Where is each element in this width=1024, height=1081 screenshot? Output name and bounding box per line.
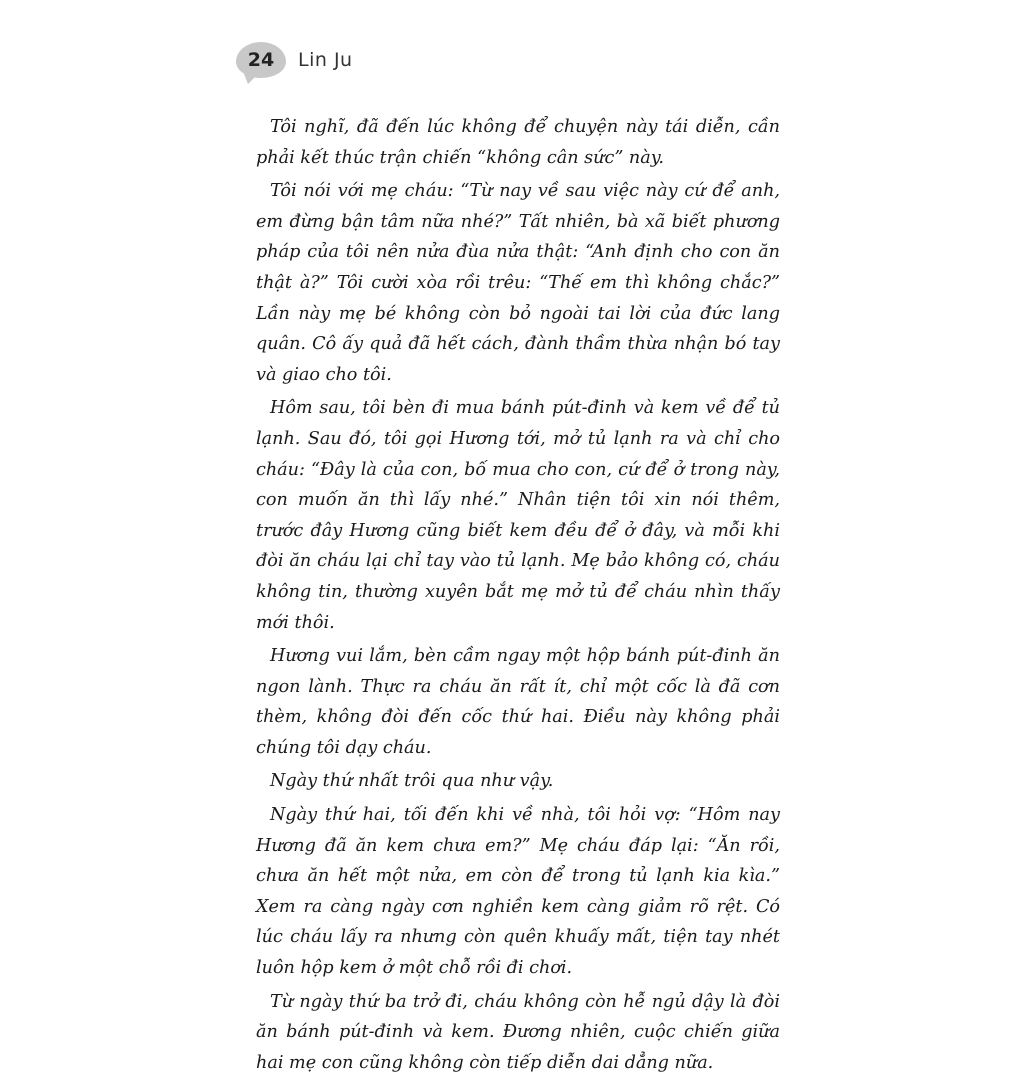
paragraph: Ngày thứ hai, tối đến khi về nhà, tôi hỏi vợ: “Hôm nay Hương đã ăn kem chưa em?” Mẹ cháu đáp lại: “Ăn rồi, chưa ăn hết một nửa, em còn để trong tủ lạnh kia kìa.” Xem ra càng ngày cơn nghiền kem càng giảm rõ rệt. Có lúc cháu lấy ra nhưng còn quên khuấy mất, tiện tay nhét luôn hộp kem ở một chỗ rồi đi chơi. bbox=[256, 805, 780, 979]
paragraph: Hôm sau, tôi bèn đi mua bánh pút-đinh và kem về để tủ lạnh. Sau đó, tôi gọi Hương tới, mở tủ lạnh ra và chỉ cho cháu: “Đây là của con, bố mua cho con, cứ để ở trong này, con muốn ăn thì lấy nhé.” Nhân tiện tôi xin nói thêm, trước đây Hương cũng biết kem đều để ở đây, và mỗi khi đòi ăn cháu lại chỉ tay vào tủ lạnh. Mẹ bảo không có, cháu không tin, thường xuyên bắt mẹ mở tủ để cháu nhìn thấy mới thôi. bbox=[256, 398, 780, 633]
body-text bbox=[256, 112, 780, 1081]
paragraph: Hương vui lắm, bèn cầm ngay một hộp bánh pút-đinh ăn ngon lành. Thực ra cháu ăn rất ít, chỉ một cốc là đã cơn thèm, không đòi đến cốc thứ hai. Điều này không phải chúng tôi dạy cháu. bbox=[256, 646, 780, 758]
paragraph: Tôi nghĩ, đã đến lúc không để chuyện này tái diễn, cần phải kết thúc trận chiến “không cân sức” này. bbox=[256, 117, 780, 168]
page-number-badge bbox=[236, 42, 286, 78]
paragraph: Từ ngày thứ ba trở đi, cháu không còn hễ ngủ dậy là đòi ăn bánh pút-đinh và kem. Đương nhiên, cuộc chiến giữa hai mẹ con cũng không còn tiếp diễn dai dẳng nữa. bbox=[256, 991, 780, 1073]
page-header bbox=[236, 40, 353, 80]
paragraph: Tôi nói với mẹ cháu: “Từ nay về sau việc này cứ để anh, em đừng bận tâm nữa nhé?” Tất nhiên, bà xã biết phương pháp của tôi nên nửa đùa nửa thật: “Anh định cho con ăn thật à?” Tôi cười xòa rồi trêu: “Thế em thì không chắc?” Lần này mẹ bé không còn bỏ ngoài tai lời của đức lang quân. Cô ấy quả đã hết cách, đành thầm thừa nhận bó tay và giao cho tôi. bbox=[256, 181, 780, 385]
author-name: Lin Ju bbox=[298, 49, 353, 71]
paragraph: Ngày thứ nhất trôi qua như vậy. bbox=[270, 771, 554, 792]
page-number: 24 bbox=[247, 49, 275, 71]
